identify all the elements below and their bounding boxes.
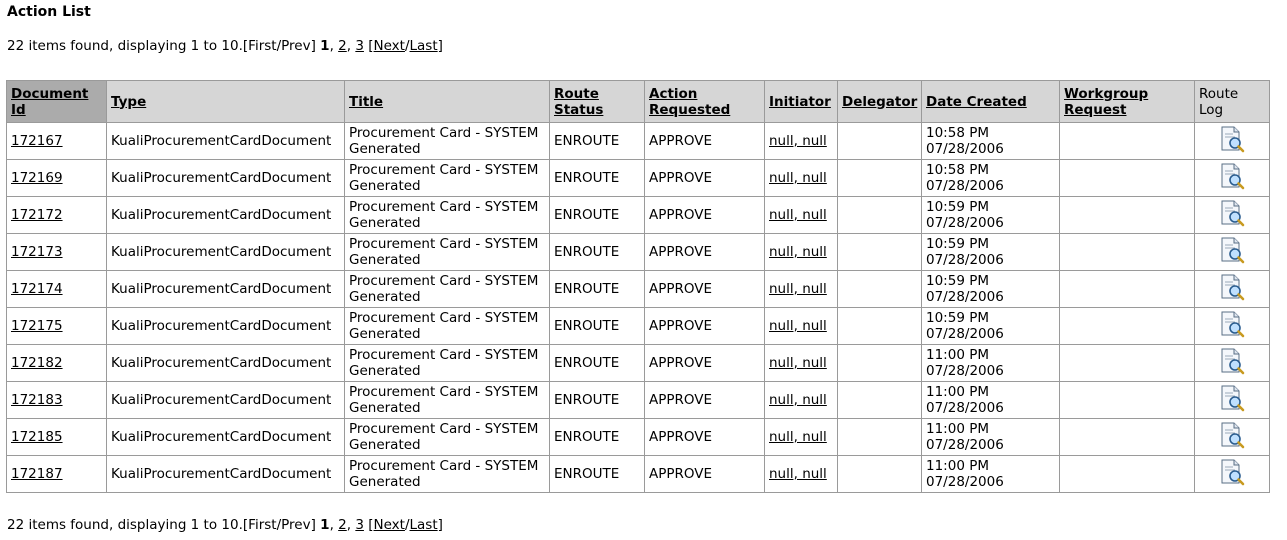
cell-title (345, 271, 550, 308)
sort-type-link[interactable]: Type (111, 93, 147, 110)
pager-prev: Prev (281, 517, 311, 533)
cell-route-log (1195, 234, 1270, 271)
sort-document-id-link[interactable]: Document Id (11, 85, 89, 118)
cell-delegator (838, 234, 922, 271)
cell-workgroup-request (1060, 160, 1195, 197)
table-header-row (7, 81, 1270, 123)
table-row (7, 308, 1270, 345)
pager-current: 1 (320, 38, 330, 54)
cell-date-created (922, 197, 1060, 234)
cell-date-created (922, 123, 1060, 160)
created-date: 07/28/2006 (926, 252, 1004, 268)
title-text: Procurement Card - SYSTEM Generated (349, 273, 539, 305)
initiator-link[interactable]: null, null (769, 355, 827, 371)
pager-first: First (248, 38, 277, 54)
created-time: 10:59 PM (926, 199, 989, 215)
cell-title (345, 160, 550, 197)
initiator-link[interactable]: null, null (769, 318, 827, 334)
document-id-link[interactable]: 172172 (11, 207, 63, 223)
cell-document-id (7, 419, 107, 456)
cell-delegator (838, 123, 922, 160)
route-log-icon[interactable] (1218, 125, 1246, 157)
created-time: 10:59 PM (926, 236, 989, 252)
cell-document-id (7, 308, 107, 345)
cell-action-requested: APPROVE (645, 419, 765, 456)
cell-delegator (838, 160, 922, 197)
cell-document-id (7, 123, 107, 160)
table-row (7, 123, 1270, 160)
created-date: 07/28/2006 (926, 437, 1004, 453)
cell-title (345, 197, 550, 234)
cell-title (345, 123, 550, 160)
cell-date-created (922, 308, 1060, 345)
cell-route-log (1195, 308, 1270, 345)
initiator-link[interactable]: null, null (769, 466, 827, 482)
cell-route-status: ENROUTE (550, 345, 645, 382)
pager-current: 1 (320, 517, 330, 533)
col-header-type (107, 81, 345, 123)
sort-workgroup-request-link[interactable]: Workgroup Request (1064, 85, 1149, 118)
cell-route-status: ENROUTE (550, 123, 645, 160)
cell-initiator (765, 123, 838, 160)
cell-type: KualiProcurementCardDocument (107, 123, 345, 160)
cell-route-status: ENROUTE (550, 234, 645, 271)
cell-delegator (838, 271, 922, 308)
initiator-link[interactable]: null, null (769, 392, 827, 408)
created-date: 07/28/2006 (926, 363, 1004, 379)
cell-type: KualiProcurementCardDocument (107, 382, 345, 419)
document-id-link[interactable]: 172169 (11, 170, 63, 186)
cell-initiator (765, 271, 838, 308)
cell-document-id (7, 197, 107, 234)
created-time: 10:59 PM (926, 273, 989, 289)
created-date: 07/28/2006 (926, 178, 1004, 194)
pager-summary: 22 items found, displaying 1 to 10. (7, 38, 243, 54)
created-time: 10:59 PM (926, 310, 989, 326)
cell-route-status: ENROUTE (550, 197, 645, 234)
action-list-table (6, 80, 1270, 493)
cell-initiator (765, 197, 838, 234)
cell-title (345, 456, 550, 493)
title-text: Procurement Card - SYSTEM Generated (349, 384, 539, 416)
cell-initiator (765, 160, 838, 197)
route-log-icon[interactable] (1218, 458, 1246, 490)
created-date: 07/28/2006 (926, 289, 1004, 305)
pager-page-2-link[interactable]: 2 (338, 517, 347, 533)
cell-action-requested: APPROVE (645, 456, 765, 493)
col-header-date-created (922, 81, 1060, 123)
cell-route-log (1195, 197, 1270, 234)
table-row (7, 382, 1270, 419)
title-text: Procurement Card - SYSTEM Generated (349, 199, 539, 231)
initiator-link[interactable]: null, null (769, 207, 827, 223)
document-id-link[interactable]: 172187 (11, 466, 63, 482)
cell-delegator (838, 456, 922, 493)
initiator-link[interactable]: null, null (769, 170, 827, 186)
cell-date-created (922, 419, 1060, 456)
pager-page-3-link[interactable]: 3 (355, 38, 364, 54)
pager-page-3-link[interactable]: 3 (355, 517, 364, 533)
pager-prev: Prev (281, 38, 311, 54)
col-header-initiator (765, 81, 838, 123)
cell-type: KualiProcurementCardDocument (107, 308, 345, 345)
initiator-link[interactable]: null, null (769, 281, 827, 297)
cell-document-id (7, 456, 107, 493)
cell-date-created (922, 345, 1060, 382)
sort-initiator-link[interactable]: Initiator (769, 93, 831, 110)
created-time: 11:00 PM (926, 421, 989, 437)
cell-type: KualiProcurementCardDocument (107, 234, 345, 271)
cell-initiator (765, 345, 838, 382)
cell-route-log (1195, 345, 1270, 382)
title-text: Procurement Card - SYSTEM Generated (349, 347, 539, 379)
cell-document-id (7, 271, 107, 308)
cell-route-status: ENROUTE (550, 419, 645, 456)
cell-date-created (922, 382, 1060, 419)
cell-workgroup-request (1060, 308, 1195, 345)
col-header-title (345, 81, 550, 123)
cell-delegator (838, 308, 922, 345)
cell-route-log (1195, 419, 1270, 456)
created-time: 11:00 PM (926, 458, 989, 474)
cell-title (345, 234, 550, 271)
table-row (7, 345, 1270, 382)
col-header-route-log: Route Log (1195, 81, 1270, 123)
document-id-link[interactable]: 172174 (11, 281, 63, 297)
cell-document-id (7, 382, 107, 419)
pager-next-link[interactable]: Next (373, 517, 405, 533)
pager-first: First (248, 517, 277, 533)
route-log-icon[interactable] (1218, 199, 1246, 231)
initiator-link[interactable]: null, null (769, 244, 827, 260)
pager-last-link[interactable]: Last (409, 517, 438, 533)
table-row (7, 234, 1270, 271)
col-header-action-requested (645, 81, 765, 123)
route-log-icon[interactable] (1218, 162, 1246, 194)
pager-top: 22 items found, displaying 1 to 10.[First/Prev] 1, 2, 3 [Next/Last] (7, 38, 443, 54)
title-text: Procurement Card - SYSTEM Generated (349, 310, 539, 342)
sort-action-requested-link[interactable]: Action Requested (649, 85, 731, 118)
route-log-icon[interactable] (1218, 421, 1246, 453)
cell-document-id (7, 345, 107, 382)
cell-delegator (838, 382, 922, 419)
title-text: Procurement Card - SYSTEM Generated (349, 421, 539, 453)
cell-workgroup-request (1060, 456, 1195, 493)
title-text: Procurement Card - SYSTEM Generated (349, 125, 539, 157)
document-id-link[interactable]: 172182 (11, 355, 63, 371)
table-row (7, 160, 1270, 197)
sort-title-link[interactable]: Title (349, 93, 384, 110)
cell-date-created (922, 271, 1060, 308)
cell-document-id (7, 160, 107, 197)
cell-workgroup-request (1060, 382, 1195, 419)
cell-type: KualiProcurementCardDocument (107, 271, 345, 308)
title-text: Procurement Card - SYSTEM Generated (349, 458, 539, 490)
cell-initiator (765, 308, 838, 345)
route-log-icon[interactable] (1218, 273, 1246, 305)
table-row (7, 271, 1270, 308)
pager-page-2-link[interactable]: 2 (338, 38, 347, 54)
pager-bottom: 22 items found, displaying 1 to 10.[First/Prev] 1, 2, 3 [Next/Last] (7, 517, 443, 533)
pager-next-link[interactable]: Next (373, 38, 405, 54)
title-text: Procurement Card - SYSTEM Generated (349, 236, 539, 268)
cell-action-requested: APPROVE (645, 234, 765, 271)
cell-title (345, 308, 550, 345)
created-time: 10:58 PM (926, 162, 989, 178)
created-date: 07/28/2006 (926, 215, 1004, 231)
created-time: 10:58 PM (926, 125, 989, 141)
cell-title (345, 345, 550, 382)
cell-workgroup-request (1060, 234, 1195, 271)
cell-type: KualiProcurementCardDocument (107, 345, 345, 382)
pager-last-link[interactable]: Last (409, 38, 438, 54)
cell-route-log (1195, 456, 1270, 493)
cell-type: KualiProcurementCardDocument (107, 197, 345, 234)
sort-date-created-link[interactable]: Date Created (926, 93, 1027, 110)
route-log-icon[interactable] (1218, 310, 1246, 342)
route-log-icon[interactable] (1218, 236, 1246, 268)
cell-date-created (922, 160, 1060, 197)
initiator-link[interactable]: null, null (769, 133, 827, 149)
created-date: 07/28/2006 (926, 400, 1004, 416)
cell-date-created (922, 234, 1060, 271)
page-title: Action List (7, 4, 91, 20)
cell-workgroup-request (1060, 271, 1195, 308)
col-header-document-id (7, 81, 107, 123)
cell-route-log (1195, 160, 1270, 197)
cell-workgroup-request (1060, 123, 1195, 160)
cell-route-log (1195, 271, 1270, 308)
cell-action-requested: APPROVE (645, 123, 765, 160)
cell-route-status: ENROUTE (550, 382, 645, 419)
pager-summary: 22 items found, displaying 1 to 10. (7, 517, 243, 533)
cell-route-status: ENROUTE (550, 160, 645, 197)
title-text: Procurement Card - SYSTEM Generated (349, 162, 539, 194)
cell-workgroup-request (1060, 197, 1195, 234)
cell-route-status: ENROUTE (550, 271, 645, 308)
created-time: 11:00 PM (926, 347, 989, 363)
document-id-link[interactable]: 172167 (11, 133, 63, 149)
document-id-link[interactable]: 172183 (11, 392, 63, 408)
col-header-delegator (838, 81, 922, 123)
cell-delegator (838, 419, 922, 456)
cell-route-log (1195, 123, 1270, 160)
sort-delegator-link[interactable]: Delegator (842, 93, 918, 110)
cell-workgroup-request (1060, 345, 1195, 382)
cell-route-log (1195, 382, 1270, 419)
cell-title (345, 382, 550, 419)
cell-route-status: ENROUTE (550, 456, 645, 493)
created-date: 07/28/2006 (926, 326, 1004, 342)
cell-action-requested: APPROVE (645, 271, 765, 308)
document-id-link[interactable]: 172175 (11, 318, 63, 334)
cell-route-status: ENROUTE (550, 308, 645, 345)
cell-action-requested: APPROVE (645, 308, 765, 345)
table-row (7, 419, 1270, 456)
table-row (7, 197, 1270, 234)
cell-delegator (838, 197, 922, 234)
document-id-link[interactable]: 172185 (11, 429, 63, 445)
sort-route-status-link[interactable]: Route Status (554, 85, 604, 118)
cell-action-requested: APPROVE (645, 197, 765, 234)
cell-initiator (765, 382, 838, 419)
cell-initiator (765, 419, 838, 456)
cell-type: KualiProcurementCardDocument (107, 160, 345, 197)
cell-workgroup-request (1060, 419, 1195, 456)
cell-action-requested: APPROVE (645, 345, 765, 382)
cell-document-id (7, 234, 107, 271)
col-header-route-status (550, 81, 645, 123)
cell-initiator (765, 234, 838, 271)
table-row (7, 456, 1270, 493)
cell-type: KualiProcurementCardDocument (107, 456, 345, 493)
cell-title (345, 419, 550, 456)
cell-type: KualiProcurementCardDocument (107, 419, 345, 456)
cell-initiator (765, 456, 838, 493)
created-time: 11:00 PM (926, 384, 989, 400)
cell-action-requested: APPROVE (645, 160, 765, 197)
cell-delegator (838, 345, 922, 382)
col-header-workgroup-request (1060, 81, 1195, 123)
cell-action-requested: APPROVE (645, 382, 765, 419)
document-id-link[interactable]: 172173 (11, 244, 63, 260)
route-log-icon[interactable] (1218, 347, 1246, 379)
route-log-icon[interactable] (1218, 384, 1246, 416)
cell-date-created (922, 456, 1060, 493)
initiator-link[interactable]: null, null (769, 429, 827, 445)
created-date: 07/28/2006 (926, 141, 1004, 157)
created-date: 07/28/2006 (926, 474, 1004, 490)
